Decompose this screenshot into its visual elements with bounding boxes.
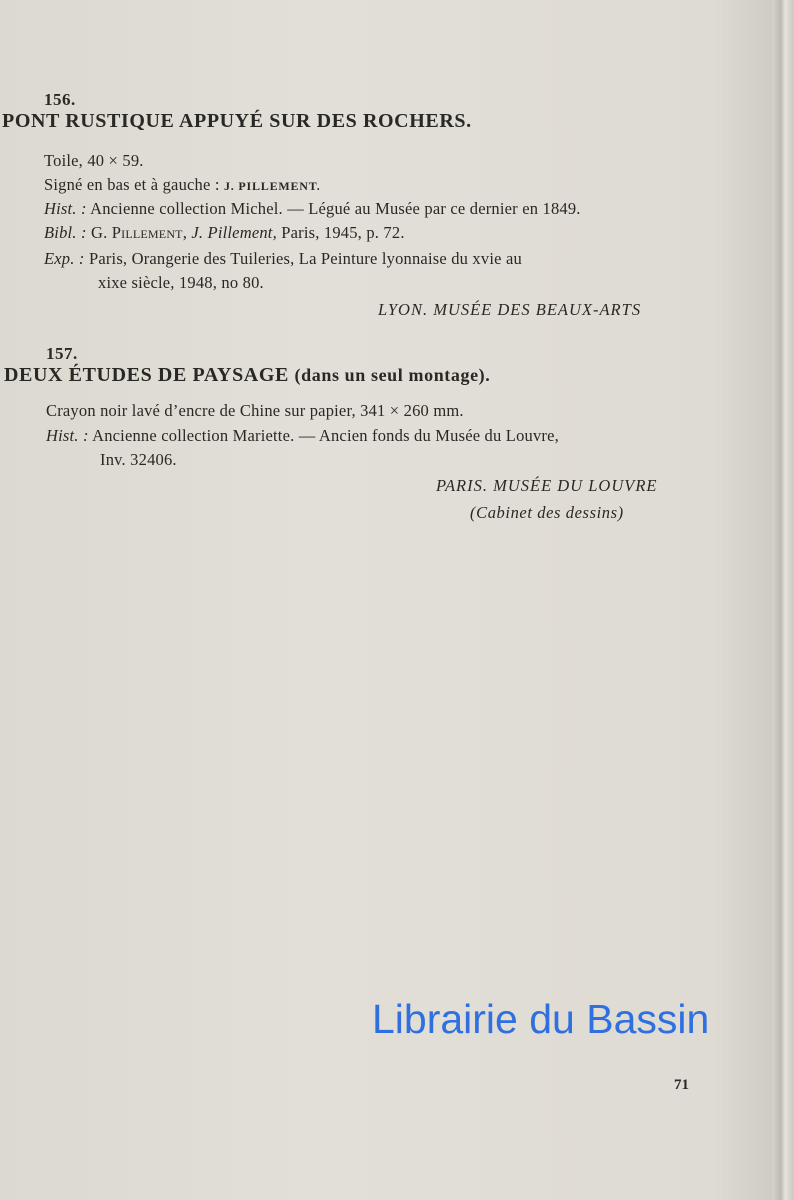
signed-prefix: Signé en bas et à gauche : (44, 175, 220, 194)
entry-157-number: 157. (46, 344, 78, 363)
bibl-author: G. Pillement, (90, 223, 188, 242)
entry-156-exp (44, 249, 522, 269)
hist-text: Ancienne collection Michel. — Légué au Musée par ce dernier en 1849. (90, 199, 581, 218)
entry-156-bibl (44, 223, 405, 243)
bibl-work: J. Pillement, (191, 223, 277, 242)
hist-label: Hist. : (44, 199, 87, 218)
entry-156-location: LYON. MUSÉE DES BEAUX-ARTS (378, 300, 642, 319)
title-note: (dans un seul montage). (294, 365, 491, 385)
entry-157-location: PARIS. MUSÉE DU LOUVRE (436, 476, 658, 495)
hist-line1: Ancienne collection Mariette. — Ancien fonds du Musée du Louvre, (92, 426, 559, 445)
exp-label: Exp. : (44, 249, 85, 268)
entry-156-number: 156. (44, 90, 76, 109)
page-edge (772, 0, 794, 1200)
entry-156-title: PONT RUSTIQUE APPUYÉ SUR DES ROCHERS. (2, 110, 472, 132)
exp-line1: Paris, Orangerie des Tuileries, La Peinture lyonnaise du xvie au (88, 249, 522, 268)
bibl-label: Bibl. : (44, 223, 87, 242)
entry-157-location-sub: (Cabinet des dessins) (470, 503, 624, 522)
bibl-rest: Paris, 1945, p. 72. (281, 223, 405, 242)
entry-156-hist (44, 199, 581, 219)
entry-157-hist (46, 426, 559, 446)
entry-157-hist-cont: Inv. 32406. (100, 450, 177, 469)
entry-156-signed (44, 175, 321, 195)
page-number: 71 (674, 1077, 689, 1093)
entry-156-exp-cont: xixe siècle, 1948, no 80. (98, 273, 264, 292)
entry-156-medium: Toile, 40 × 59. (44, 151, 144, 170)
entry-157-title (4, 364, 490, 387)
hist-label: Hist. : (46, 426, 89, 445)
signed-value: J. PILLEMENT. (223, 179, 321, 193)
title-main: DEUX ÉTUDES DE PAYSAGE (4, 364, 289, 386)
watermark-text: Librairie du Bassin (372, 996, 710, 1042)
entry-157-medium: Crayon noir lavé d’encre de Chine sur papier, 341 × 260 mm. (46, 401, 464, 420)
